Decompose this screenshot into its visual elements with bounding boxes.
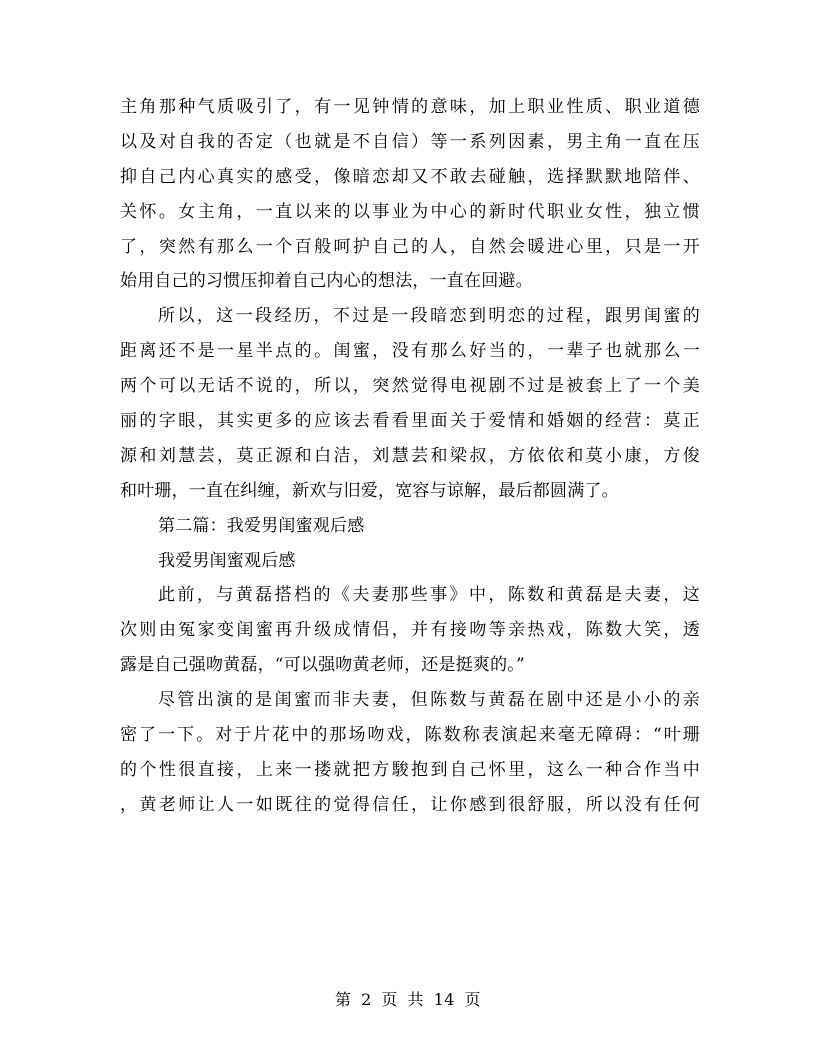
text-line: 此前，与黄磊搭档的《夫妻那些事》中，陈数和黄磊是夫妻，这 (158, 585, 700, 606)
text-line: 露是自己强吻黄磊，“可以强吻黄老师，还是挺爽的。” (120, 655, 525, 676)
paragraph-4 (120, 683, 700, 823)
text-line: 抑自己内心真实的感受，像暗恋却又不敢去碰触，选择默默地陪伴、 (120, 166, 700, 187)
text-line: 次则由冤家变闺蜜再升级成情侣，并有接吻等亲热戏，陈数大笑，透 (120, 620, 700, 641)
text-line: 密了一下。对于片花中的那场吻戏，陈数称表演起来毫无障碍：“叶珊 (120, 725, 700, 746)
paragraph-3 (120, 578, 700, 683)
paragraph-1 (120, 90, 700, 299)
text-line: 源和刘慧芸，莫正源和白洁，刘慧芸和梁叔，方依依和莫小康，方俊 (120, 445, 700, 466)
text-line: 关怀。女主角，一直以来的以事业为中心的新时代职业女性，独立惯 (120, 201, 700, 222)
document-body (120, 90, 700, 823)
footer-page-word: 页 (381, 990, 398, 1009)
text-line: 所以，这一段经历，不过是一段暗恋到明恋的过程，跟男闺蜜的 (158, 306, 700, 327)
footer-suffix: 页 (464, 990, 482, 1009)
text-line: 和叶珊，一直在纠缠，新欢与旧爱，宽容与谅解，最后都圆满了。 (120, 480, 619, 501)
total-pages-number: 14 (433, 990, 455, 1009)
section-heading: 第二篇：我爱男闺蜜观后感 (158, 515, 365, 536)
text-line: 以及对自我的否定（也就是不自信）等一系列因素，男主角一直在压 (120, 131, 700, 152)
footer-total-word: 共 (407, 990, 424, 1009)
text-line: 距离还不是一星半点的。闺蜜，没有那么好当的，一辈子也就那么一 (120, 341, 700, 362)
text-line: 主角那种气质吸引了，有一见钟情的意味，加上职业性质、职业道德 (120, 97, 700, 117)
text-line: 两个可以无话不说的，所以，突然觉得电视剧不过是被套上了一个美 (120, 376, 700, 397)
paragraph-2 (120, 299, 700, 508)
current-page-number: 2 (361, 990, 372, 1009)
text-line: 丽的字眼，其实更多的应该去看看里面关于爱情和婚姻的经营：莫正 (120, 411, 700, 432)
article-title: 我爱男闺蜜观后感 (158, 550, 296, 571)
text-line: 尽管出演的是闺蜜而非夫妻，但陈数与黄磊在剧中还是小小的亲 (158, 690, 700, 711)
page-footer (0, 987, 816, 1010)
text-line: ，黄老师让人一如既往的觉得信任，让你感到很舒服，所以没有任何 (120, 794, 700, 815)
text-line: 始用自己的习惯压抑着自己内心的想法，一直在回避。 (120, 271, 533, 292)
footer-prefix: 第 (334, 990, 352, 1009)
text-line: 的个性很直接，上来一搂就把方駿抱到自己怀里，这么一种合作当中 (120, 759, 700, 780)
text-line: 了，突然有那么一个百般呵护自己的人，自然会暖进心里，只是一开 (120, 236, 700, 257)
